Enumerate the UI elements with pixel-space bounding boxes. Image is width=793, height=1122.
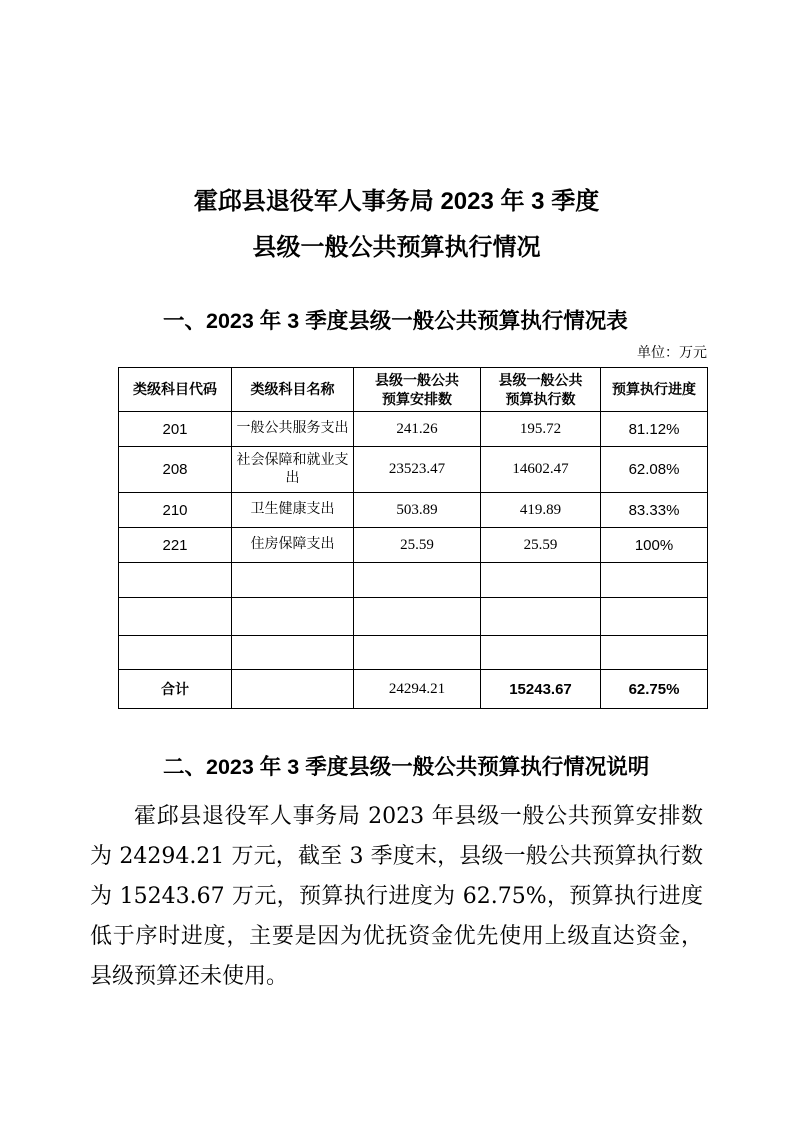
col-header-progress-line1: 预算执行进度 xyxy=(612,381,696,397)
cell-executed-amount: 419.89 xyxy=(481,493,601,528)
cell-arranged-amount xyxy=(354,598,481,636)
unit-note: 单位：万元 xyxy=(637,346,707,361)
section1-heading: 一、2023 年 3 季度县级一般公共预算执行情况表 xyxy=(163,309,628,333)
cell-subject-name: 一般公共服务支出 xyxy=(232,412,354,447)
table-header-row xyxy=(119,368,708,412)
cell-total-label: 合计 xyxy=(119,670,232,709)
cell-arranged-amount: 25.59 xyxy=(354,528,481,563)
cell-arranged-amount: 23523.47 xyxy=(354,447,481,493)
col-header-subject-name-line1: 类级科目名称 xyxy=(250,381,335,397)
cell-arranged-amount: 503.89 xyxy=(354,493,481,528)
col-header-executed-amount xyxy=(481,368,601,412)
table-row-empty xyxy=(119,563,708,598)
cell-progress: 100% xyxy=(601,528,708,563)
cell-progress xyxy=(601,563,708,598)
col-header-progress xyxy=(601,368,708,412)
cell-arranged-amount xyxy=(354,636,481,670)
col-header-arranged-amount-line2: 预算安排数 xyxy=(382,390,452,407)
col-header-subject-code-line1: 类级科目代码 xyxy=(133,381,217,397)
table-row xyxy=(119,493,708,528)
cell-subject-code: 221 xyxy=(119,528,232,563)
table-row xyxy=(119,412,708,447)
cell-total-arranged: 24294.21 xyxy=(354,670,481,709)
table-row-empty xyxy=(119,636,708,670)
cell-progress xyxy=(601,598,708,636)
cell-subject-code xyxy=(119,636,232,670)
table-row xyxy=(119,447,708,493)
table-total-row xyxy=(119,670,708,709)
cell-executed-amount: 25.59 xyxy=(481,528,601,563)
cell-subject-name xyxy=(232,563,354,598)
col-header-subject-code xyxy=(119,368,232,412)
cell-executed-amount: 195.72 xyxy=(481,412,601,447)
cell-arranged-amount: 241.26 xyxy=(354,412,481,447)
cell-executed-amount xyxy=(481,563,601,598)
cell-subject-code xyxy=(119,598,232,636)
cell-subject-code: 208 xyxy=(119,447,232,493)
col-header-subject-name xyxy=(232,368,354,412)
cell-progress: 62.08% xyxy=(601,447,708,493)
cell-executed-amount xyxy=(481,598,601,636)
cell-executed-amount: 14602.47 xyxy=(481,447,601,493)
col-header-arranged-amount-line1: 县级一般公共 xyxy=(375,371,459,388)
cell-progress xyxy=(601,636,708,670)
table-row xyxy=(119,528,708,563)
document-title-line1: 霍邱县退役军人事务局 2023 年 3 季度 xyxy=(193,188,600,215)
table-row-empty xyxy=(119,598,708,636)
col-header-executed-amount-line2: 预算执行数 xyxy=(505,390,576,407)
cell-progress: 81.12% xyxy=(601,412,708,447)
cell-subject-name: 卫生健康支出 xyxy=(232,493,354,528)
cell-subject-code: 201 xyxy=(119,412,232,447)
cell-executed-amount xyxy=(481,636,601,670)
document-title xyxy=(90,179,703,271)
cell-total-progress: 62.75% xyxy=(601,670,708,709)
budget-execution-table xyxy=(118,367,708,709)
col-header-arranged-amount xyxy=(354,368,481,412)
cell-subject-code xyxy=(119,563,232,598)
cell-subject-name xyxy=(232,598,354,636)
cell-arranged-amount xyxy=(354,563,481,598)
cell-subject-name xyxy=(232,636,354,670)
col-header-executed-amount-line1: 县级一般公共 xyxy=(498,371,583,388)
cell-total-executed: 15243.67 xyxy=(481,670,601,709)
cell-subject-code: 210 xyxy=(119,493,232,528)
section2-heading: 二、2023 年 3 季度县级一般公共预算执行情况说明 xyxy=(163,755,650,779)
cell-subject-name: 住房保障支出 xyxy=(232,528,354,563)
cell-total-name xyxy=(232,670,354,709)
cell-progress: 83.33% xyxy=(601,493,708,528)
cell-subject-name: 社会保障和就业支出 xyxy=(232,447,354,493)
document-title-line2: 县级一般公共预算执行情况 xyxy=(252,234,541,261)
section2-paragraph: 霍邱县退役军人事务局 2023 年县级一般公共预算安排数为 24294.21 万元，截至 3 季度末，县级一般公共预算执行数为 15243.67 万元，预算执行进度为 62.75%，预算执行进度低于序时进度，主要是因为优抚资金优先使用上级直达资金，县级预算还未使用。 xyxy=(90,804,703,989)
